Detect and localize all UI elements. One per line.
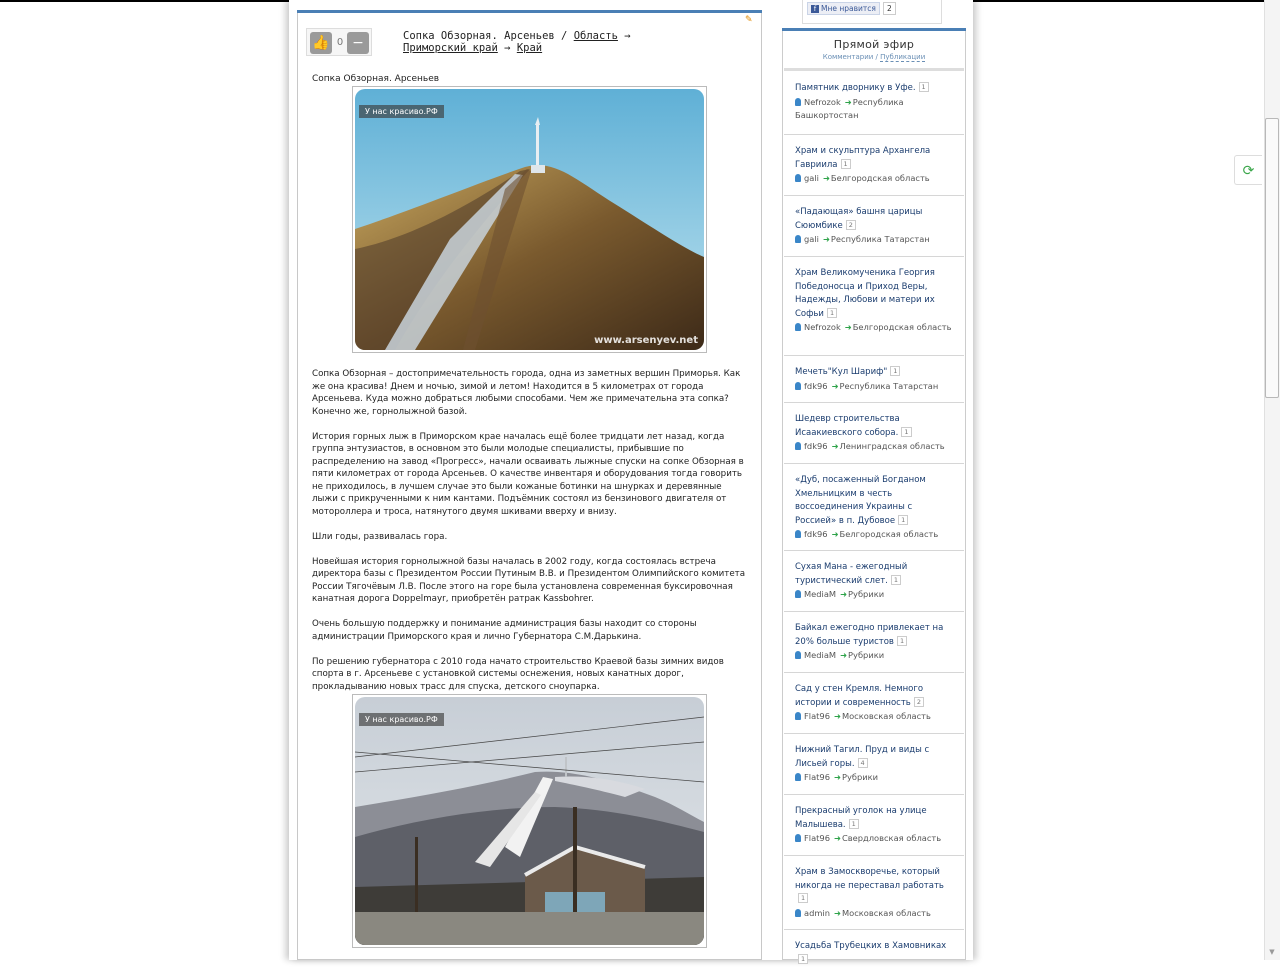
scrollbar-thumb[interactable] xyxy=(1265,118,1279,398)
photo-watermark: www.arsenyev.net xyxy=(594,335,698,346)
feed-item-author[interactable]: fdk96 xyxy=(804,441,828,451)
feed-item-author[interactable]: gali xyxy=(804,234,819,244)
tab-publications[interactable]: Публикации xyxy=(880,53,926,61)
like-button-label: Мне нравится xyxy=(821,4,876,13)
feed-item-title-text[interactable]: «Дуб, посаженный Богданом Хмельницким в честь воссоединения Украины с Россией» в п. Дубовое xyxy=(795,475,926,526)
user-icon xyxy=(795,382,801,390)
photo-mountain-winter[interactable] xyxy=(355,697,704,945)
feed-item-region[interactable]: Московская область xyxy=(841,711,931,721)
breadcrumb-region-link[interactable]: Область xyxy=(573,30,618,42)
feed-item[interactable] xyxy=(784,551,964,612)
user-icon xyxy=(795,909,801,917)
mountain-winter-image xyxy=(355,697,704,945)
article-paragraph: Сопка Обзорная – достопримечательность города, одна из заметных вершин Приморья. Как же она красива! Днем и ночью, зимой и летом! Находится в 5 километрах от города Арсеньева. Куда можно добраться любыми способами. Чем же примечательна эта сопка? Конечно же, горнолыжной базой. xyxy=(312,369,741,417)
live-feed-header xyxy=(782,34,966,61)
feed-item-region[interactable]: Рубрики xyxy=(848,589,885,599)
article-body xyxy=(312,368,748,706)
breadcrumb-krai-link[interactable]: Край xyxy=(516,42,543,54)
feed-item-author[interactable]: admin xyxy=(804,907,830,918)
mountain-photo-image xyxy=(355,89,704,350)
feed-item-region[interactable]: Республика Татарстан xyxy=(839,380,939,391)
arrow-right-icon: ➜ xyxy=(833,833,841,843)
article-paragraph: Очень большую поддержку и понимание администрация базы находит со стороны администрации Приморского края и лично Губернатора С.М.Дарькина. xyxy=(312,619,697,642)
feed-item-meta xyxy=(795,588,955,601)
feed-item-meta xyxy=(795,771,955,784)
arrow-right-icon: ➜ xyxy=(833,772,841,782)
feed-item-title-text[interactable]: Сухая Мана - ежегодный туристический слет. xyxy=(795,562,908,586)
feed-item-title[interactable] xyxy=(795,366,953,380)
photo-mountain-autumn[interactable] xyxy=(355,89,704,350)
arrow-right-icon: ➜ xyxy=(833,711,841,721)
user-icon xyxy=(795,651,801,659)
feed-item-title[interactable] xyxy=(795,206,953,233)
feed-item-title-text[interactable]: Храм и скульптура Архангела Гавриила xyxy=(795,146,931,170)
live-feed-tabs xyxy=(782,53,966,61)
comment-count-badge: 4 xyxy=(858,758,868,768)
arrow-right-icon: ➜ xyxy=(834,907,841,918)
user-icon xyxy=(795,235,801,243)
arrow-right-icon: ➜ xyxy=(840,650,848,660)
comment-count-badge: 2 xyxy=(914,697,924,707)
feed-item-author[interactable]: MediaM xyxy=(804,650,837,660)
feed-item-meta xyxy=(795,710,955,723)
feed-item[interactable] xyxy=(784,72,964,135)
feed-item[interactable] xyxy=(784,930,964,963)
sidebar-divider xyxy=(784,68,964,71)
post-heading: Сопка Обзорная. Арсеньев xyxy=(312,74,440,84)
feed-item-meta xyxy=(795,907,955,920)
sidebar-accent-bar xyxy=(782,28,966,31)
feed-item[interactable] xyxy=(784,356,964,403)
user-icon xyxy=(795,712,801,720)
user-icon xyxy=(795,773,801,781)
feed-item-region[interactable]: Республика Башкортостан xyxy=(795,96,904,120)
user-icon xyxy=(795,174,801,182)
feed-item-title-text[interactable]: Усадьба Трубецких в Хамовниках xyxy=(795,941,947,951)
article-accent-bar xyxy=(297,10,762,13)
feed-item-title[interactable] xyxy=(795,474,953,528)
like-button[interactable] xyxy=(807,2,880,15)
breadcrumb-krai-name-link[interactable]: Приморский край xyxy=(403,42,498,54)
thumbs-up-icon[interactable]: 👍 xyxy=(310,32,332,54)
user-icon xyxy=(795,530,801,538)
feed-item-meta xyxy=(795,440,955,453)
refresh-icon[interactable]: ⟳ xyxy=(1234,155,1262,185)
feed-item-meta xyxy=(795,96,955,122)
facebook-icon: f xyxy=(811,5,819,13)
user-icon xyxy=(795,834,801,842)
social-like-box xyxy=(802,0,942,24)
like-count: 2 xyxy=(883,2,896,15)
comment-count-badge: 1 xyxy=(841,159,851,169)
arrow-right-icon: ➜ xyxy=(844,322,852,332)
live-feed-title: Прямой эфир xyxy=(833,38,915,51)
minus-icon[interactable]: − xyxy=(347,32,369,54)
feed-item-meta xyxy=(795,172,955,185)
comment-count-badge: 2 xyxy=(846,220,856,230)
photo-frame-1 xyxy=(352,86,707,353)
arrow-right-icon: ➜ xyxy=(840,589,848,599)
feed-item-title-text[interactable]: Мечеть"Кул Шариф" xyxy=(795,367,888,377)
feed-item-region[interactable]: Республика Татарстан xyxy=(830,234,930,244)
comment-count-badge: 1 xyxy=(890,366,900,376)
scroll-down-arrow-icon[interactable]: ▼ xyxy=(1269,948,1275,956)
arrow-icon: → xyxy=(624,30,631,42)
feed-item-author[interactable]: MediaM xyxy=(804,589,837,599)
comment-count-badge: 1 xyxy=(898,515,908,525)
feed-item-title[interactable] xyxy=(795,267,953,321)
feed-item-title[interactable] xyxy=(795,82,953,96)
user-icon xyxy=(795,442,801,450)
photo-frame-2 xyxy=(352,694,707,948)
feed-item[interactable] xyxy=(784,673,964,734)
photo-label: У нас красиво.РФ xyxy=(359,713,444,726)
feed-item-title[interactable] xyxy=(795,683,953,710)
breadcrumb xyxy=(403,30,703,54)
user-icon xyxy=(795,98,801,106)
feed-item-meta xyxy=(795,321,955,334)
arrow-right-icon: ➜ xyxy=(822,173,830,183)
feed-item-author[interactable]: Nefrozok xyxy=(804,322,841,332)
arrow-right-icon: ➜ xyxy=(844,96,852,107)
comment-count-badge: 1 xyxy=(798,954,808,964)
feed-item-title-text[interactable]: Храм Великомученика Георгия Победоносца и Приход Веры, Надежды, Любови и матери их Софьи xyxy=(795,268,935,319)
comment-count-badge: 1 xyxy=(827,308,837,318)
feed-item-title[interactable] xyxy=(795,805,953,832)
feed-item[interactable] xyxy=(784,403,964,464)
feed-item-meta xyxy=(795,649,955,662)
feed-item-title[interactable] xyxy=(795,622,953,649)
photo-label: У нас красиво.РФ xyxy=(359,105,444,118)
feed-item-title[interactable] xyxy=(795,145,953,172)
feed-item-meta xyxy=(795,528,955,541)
feed-item-title-text[interactable]: Сад у стен Кремля. Немного истории и современность xyxy=(795,684,924,708)
feed-item-author[interactable]: Flat96 xyxy=(804,833,830,843)
feed-item[interactable] xyxy=(784,856,964,930)
comment-count-badge: 1 xyxy=(891,575,901,585)
feed-item-title-text[interactable]: Прекрасный уголок на улице Малышева. xyxy=(795,806,927,830)
feed-item-author[interactable]: Nefrozok xyxy=(804,96,841,107)
feed-item-meta xyxy=(795,380,955,393)
user-icon xyxy=(795,323,801,331)
feed-item-region[interactable]: Московская область xyxy=(841,907,931,918)
breadcrumb-separator: / xyxy=(554,30,574,42)
arrow-right-icon: ➜ xyxy=(831,529,839,539)
feed-item[interactable] xyxy=(784,795,964,856)
feed-item-title[interactable] xyxy=(795,413,953,440)
feed-item-meta xyxy=(795,832,955,845)
comment-count-badge: 1 xyxy=(919,82,929,92)
comment-count-badge: 1 xyxy=(849,819,859,829)
breadcrumb-title: Сопка Обзорная. Арсеньев xyxy=(403,30,555,42)
feed-item-region[interactable]: Белгородская область xyxy=(852,322,952,332)
feed-item[interactable] xyxy=(784,257,964,356)
article-paragraph: Новейшая история горнолыжной базы началась в 2002 году, когда состоялась встреча директора базы с Президентом России Путиным В.В. и Президентом Олимпийского комитета России Тягочёвым Л.В. После этого на горе была установлена современная буксировочная канатная дорога Doppelmayr, приобретён ратрак Kassbohrer. xyxy=(312,556,746,604)
arrow-right-icon: ➜ xyxy=(831,380,839,391)
feed-item-title-text[interactable]: Нижний Тагил. Пруд и виды с Лисьей горы. xyxy=(795,745,930,769)
feed-item-region[interactable]: Ленинградская область xyxy=(839,441,945,451)
feed-item[interactable] xyxy=(784,135,964,196)
rating-widget xyxy=(306,28,372,56)
feed-item-title-text[interactable]: Храм в Замоскворечье, который никогда не переставал работать xyxy=(795,867,944,891)
feed-item-title[interactable] xyxy=(795,940,953,967)
feed-item-author[interactable]: gali xyxy=(804,173,819,183)
feed-item-author[interactable]: Flat96 xyxy=(804,772,830,782)
feed-item-region[interactable]: Свердловская область xyxy=(841,833,942,843)
article-paragraph: Шли годы, развивалась гора. xyxy=(312,531,448,542)
feed-item-title[interactable] xyxy=(795,744,953,771)
comment-count-badge: 1 xyxy=(897,636,907,646)
feed-item-region[interactable]: Рубрики xyxy=(841,772,879,782)
feed-item-title-text[interactable]: «Падающая» башня царицы Сююмбике xyxy=(795,207,923,231)
feed-item-author[interactable]: fdk96 xyxy=(804,529,828,539)
feed-item[interactable] xyxy=(784,464,964,551)
comment-count-badge: 1 xyxy=(901,427,911,437)
comment-count-badge: 1 xyxy=(798,893,808,903)
feed-item-title[interactable] xyxy=(795,561,953,588)
edit-icon[interactable]: ✎ xyxy=(745,15,753,25)
rating-count: 0 xyxy=(336,37,344,48)
feed-item[interactable] xyxy=(784,734,964,795)
article-paragraph: История горных лыж в Приморском крае началась ещё более тридцати лет назад, когда группа энтузиастов, в основном это были молодые специалисты, прибывшие по распределению на завод «Прогресс», начали осваивать лыжные спуски на сопке Обзорная в пяти километрах от города Арсеньев. О качестве инвентаря и оборудования тогда говорить не приходилось, в лучшем случае это были кожаные ботинки на шнурках и деревянные лыжи с прикрученными к ним кантами. Подъёмник состоял из бензинового двигателя от мотороллера и троса, натянутого двумя шкивами вверху и внизу. xyxy=(312,431,744,517)
feed-item-title-text[interactable]: Шедевр строительства Исаакиевского собора. xyxy=(795,414,900,438)
feed-item-meta xyxy=(795,233,955,246)
feed-item-region[interactable]: Рубрики xyxy=(848,650,885,660)
feed-item-region[interactable]: Белгородская область xyxy=(839,529,939,539)
tab-separator: / xyxy=(873,53,881,61)
feed-item-author[interactable]: Flat96 xyxy=(804,711,830,721)
feed-item-title-text[interactable]: Памятник дворнику в Уфе. xyxy=(795,83,916,93)
feed-item[interactable] xyxy=(784,196,964,257)
feed-item-author[interactable]: fdk96 xyxy=(804,380,828,391)
feed-item-region[interactable]: Белгородская область xyxy=(830,173,930,183)
arrow-right-icon: ➜ xyxy=(822,234,830,244)
article-paragraph: По решению губернатора с 2010 года начато строительство Краевой базы зимних видов спорта в г. Арсеньеве с установкой системы оснежения, новых канатных дорог, прокладыванию новых трасс для спуска, детского сноупарка. xyxy=(312,656,724,692)
tab-comments[interactable]: Комментарии xyxy=(822,53,874,61)
feed-item-title-text[interactable]: Байкал ежегодно привлекает на 20% больше туристов xyxy=(795,623,944,647)
user-icon xyxy=(795,590,801,598)
arrow-right-icon: ➜ xyxy=(831,441,839,451)
feed-item[interactable] xyxy=(784,612,964,673)
feed-item-title[interactable] xyxy=(795,866,953,907)
arrow-icon: → xyxy=(504,42,511,54)
